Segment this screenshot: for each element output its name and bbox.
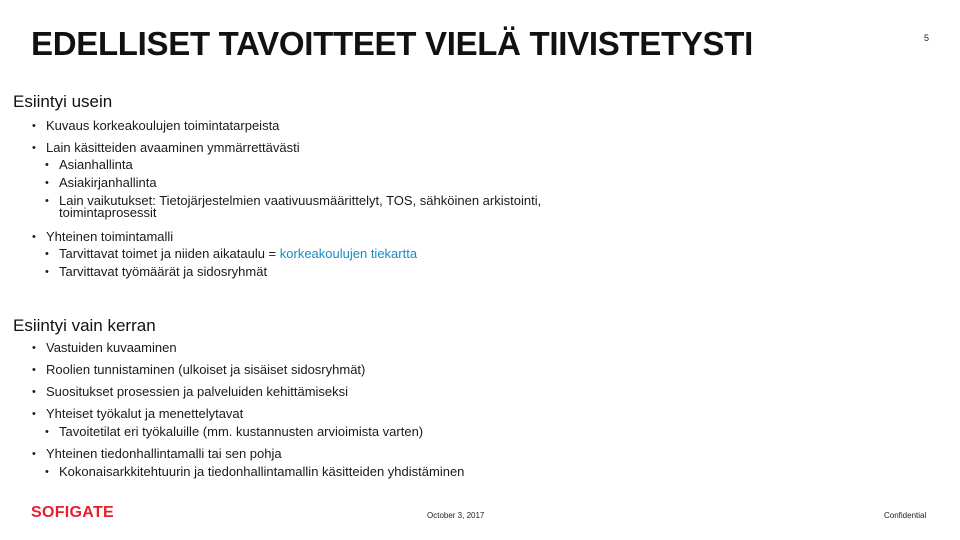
bullet-icon: • — [45, 195, 49, 207]
sub-list-item: • Tarvittavat työmäärät ja sidosryhmät — [45, 264, 268, 279]
bullet-icon: • — [32, 448, 36, 460]
bullet-icon: • — [32, 120, 36, 132]
sub-list-item: • Kokonaisarkkitehtuurin ja tiedonhallintamallin käsitteiden yhdistäminen — [45, 464, 465, 479]
list-item: • Lain käsitteiden avaaminen ymmärrettävästi — [32, 140, 300, 155]
bullet-icon: • — [45, 177, 49, 189]
sub-list-item: • Asianhallinta — [45, 157, 133, 172]
bullet-icon: • — [45, 466, 49, 478]
list-item: • Yhteinen tiedonhallintamalli tai sen pohja — [32, 446, 282, 461]
bullet-icon: • — [32, 142, 36, 154]
bullet-icon: • — [32, 408, 36, 420]
bullet-icon: • — [45, 159, 49, 171]
bullet-icon: • — [32, 386, 36, 398]
sofigate-logo: SOFIGATE — [31, 504, 114, 521]
sub-list-item: • Asiakirjanhallinta — [45, 175, 157, 190]
roadmap-highlight: korkeakoulujen tiekartta — [279, 246, 418, 261]
sub-list-item-continuation: toimintaprosessit — [59, 205, 157, 220]
slide-number: 5 — [924, 33, 930, 43]
list-item: • Suositukset prosessien ja palveluiden kehittämiseksi — [32, 384, 349, 399]
footer-confidential: Confidential — [884, 511, 927, 520]
bullet-icon: • — [45, 426, 49, 438]
bullet-icon: • — [32, 342, 36, 354]
list-item: • Yhteinen toimintamalli — [32, 229, 174, 244]
list-item: • Vastuiden kuvaaminen — [32, 340, 177, 355]
sub-list-item: • Lain vaikutukset: Tietojärjestelmien vaativuusmäärittelyt, TOS, sähköinen arkistointi, — [45, 193, 542, 208]
bullet-icon: • — [32, 231, 36, 243]
sub-list-item: • Tarvittavat toimet ja niiden aikataulu = korkeakoulujen tiekartta — [45, 246, 418, 261]
footer-date: October 3, 2017 — [427, 511, 485, 520]
list-item: • Yhteiset työkalut ja menettelytavat — [32, 406, 244, 421]
bullet-icon: • — [32, 364, 36, 376]
sub-list-item: • Tavoitetilat eri työkaluille (mm. kustannusten arvioimista varten) — [45, 424, 424, 439]
bullet-icon: • — [45, 248, 49, 260]
list-item: • Roolien tunnistaminen (ulkoiset ja sisäiset sidosryhmät) — [32, 362, 366, 377]
bullet-icon: • — [45, 266, 49, 278]
section-heading-once: Esiintyi vain kerran — [13, 316, 156, 335]
slide-title: EDELLISET TAVOITTEET VIELÄ TIIVISTETYSTI — [31, 25, 753, 62]
section-heading-frequent: Esiintyi usein — [13, 92, 113, 111]
list-item: • Kuvaus korkeakoulujen toimintatarpeista — [32, 118, 280, 133]
